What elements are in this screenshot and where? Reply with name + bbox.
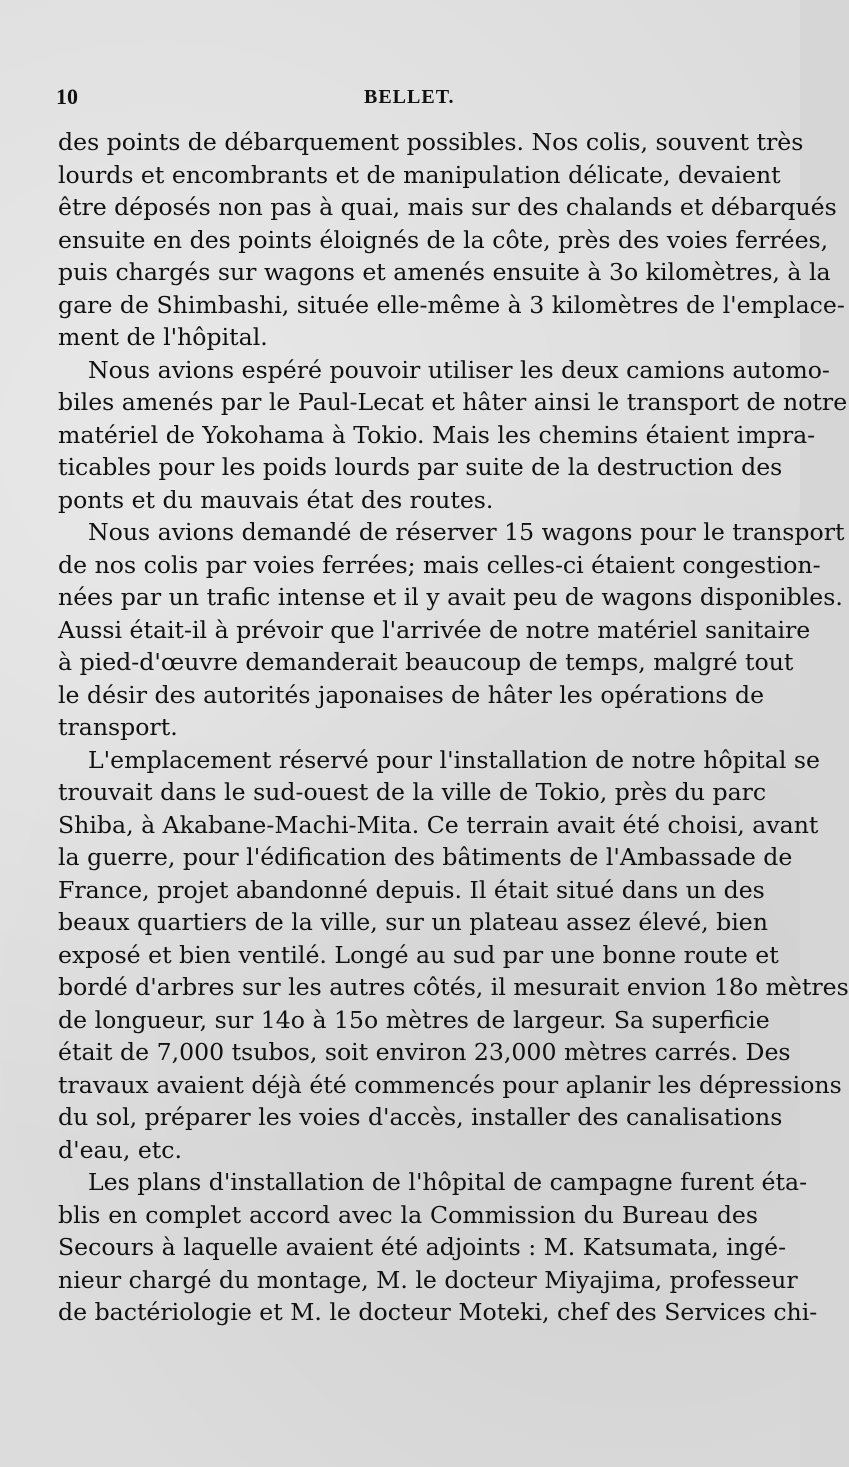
text-line: Shiba, à Akabane-Machi-Mita. Ce terrain avait été choisi, avant: [58, 810, 819, 839]
text-line: à pied-d'œuvre demanderait beaucoup de temps, malgré tout: [58, 648, 794, 676]
text-line: nées par un trafic intense et il y avait peu de wagons disponibles.: [58, 583, 843, 611]
text-line: puis chargés sur wagons et amenés ensuite à 3o kilomètres, à la: [58, 258, 831, 286]
text-line: ensuite en des points éloignés de la côte, près des voies ferrées,: [58, 225, 829, 254]
text-line: de longueur, sur 14o à 15o mètres de largeur. Sa superficie: [58, 1005, 770, 1034]
text-line: Aussi était-il à prévoir que l'arrivée de notre matériel sanitaire: [58, 615, 811, 644]
text-line: ticables pour les poids lourds par suite de la destruction des: [58, 453, 783, 481]
text-line: d'eau, etc.: [58, 1135, 182, 1164]
text-line: de bactériologie et M. le docteur Moteki, chef des Services chi-: [58, 1298, 818, 1326]
paragraph: [58, 126, 845, 354]
text-line: bordé d'arbres sur les autres côtés, il mesurait envion 18o mètres: [58, 973, 849, 1001]
text-line: gare de Shimbashi, située elle-même à 3 kilomètres de l'emplace-: [58, 290, 845, 319]
text-line: la guerre, pour l'édification des bâtiments de l'Ambassade de: [58, 843, 793, 871]
text-line: lourds et encombrants et de manipulation délicate, devaient: [58, 160, 781, 189]
page-number: 10: [56, 84, 78, 109]
body-text: [58, 126, 849, 1329]
paragraph: [58, 744, 849, 1167]
text-line: Nous avions espéré pouvoir utiliser les deux camions automo-: [88, 355, 830, 384]
text-line: L'emplacement réservé pour l'installation de notre hôpital se: [88, 745, 820, 774]
text-line: biles amenés par le Paul-Lecat et hâter ainsi le transport de notre: [58, 388, 848, 416]
text-line: trouvait dans le sud-ouest de la ville de Tokio, près du parc: [58, 778, 767, 806]
text-line: exposé et bien ventilé. Longé au sud par une bonne route et: [58, 940, 779, 969]
running-title: BELLET.: [364, 86, 455, 108]
text-line: beaux quartiers de la ville, sur un plateau assez élevé, bien: [58, 908, 768, 936]
text-line: des points de débarquement possibles. Nos colis, souvent très: [58, 128, 804, 156]
text-line: France, projet abandonné depuis. Il était situé dans un des: [58, 875, 765, 904]
paragraph: [58, 1166, 818, 1329]
text-line: blis en complet accord avec la Commission du Bureau des: [58, 1200, 758, 1229]
text-line: du sol, préparer les voies d'accès, installer des canalisations: [58, 1103, 783, 1131]
text-line: était de 7,000 tsubos, soit environ 23,000 mètres carrés. Des: [58, 1038, 791, 1066]
text-line: le désir des autorités japonaises de hâter les opérations de: [58, 680, 765, 709]
text-line: ment de l'hôpital.: [58, 323, 268, 351]
text-line: travaux avaient déjà été commencés pour aplanir les dépressions: [58, 1070, 842, 1099]
text-line: nieur chargé du montage, M. le docteur Miyajima, professeur: [58, 1265, 798, 1294]
paragraph: [58, 354, 848, 517]
text-line: Nous avions demandé de réserver 15 wagons pour le transport: [88, 518, 845, 546]
text-line: matériel de Yokohama à Tokio. Mais les chemins étaient impra-: [58, 420, 816, 449]
paragraph: [58, 516, 845, 744]
text-line: Secours à laquelle avaient été adjoints : M. Katsumata, ingé-: [58, 1233, 787, 1261]
text-line: être déposés non pas à quai, mais sur des chalands et débarqués: [58, 193, 837, 221]
running-head: [56, 84, 756, 114]
text-line: transport.: [58, 713, 178, 741]
text-line: ponts et du mauvais état des routes.: [58, 485, 494, 514]
text-line: Les plans d'installation de l'hôpital de campagne furent éta-: [88, 1168, 808, 1196]
text-line: de nos colis par voies ferrées; mais celles-ci étaient congestion-: [58, 550, 821, 579]
